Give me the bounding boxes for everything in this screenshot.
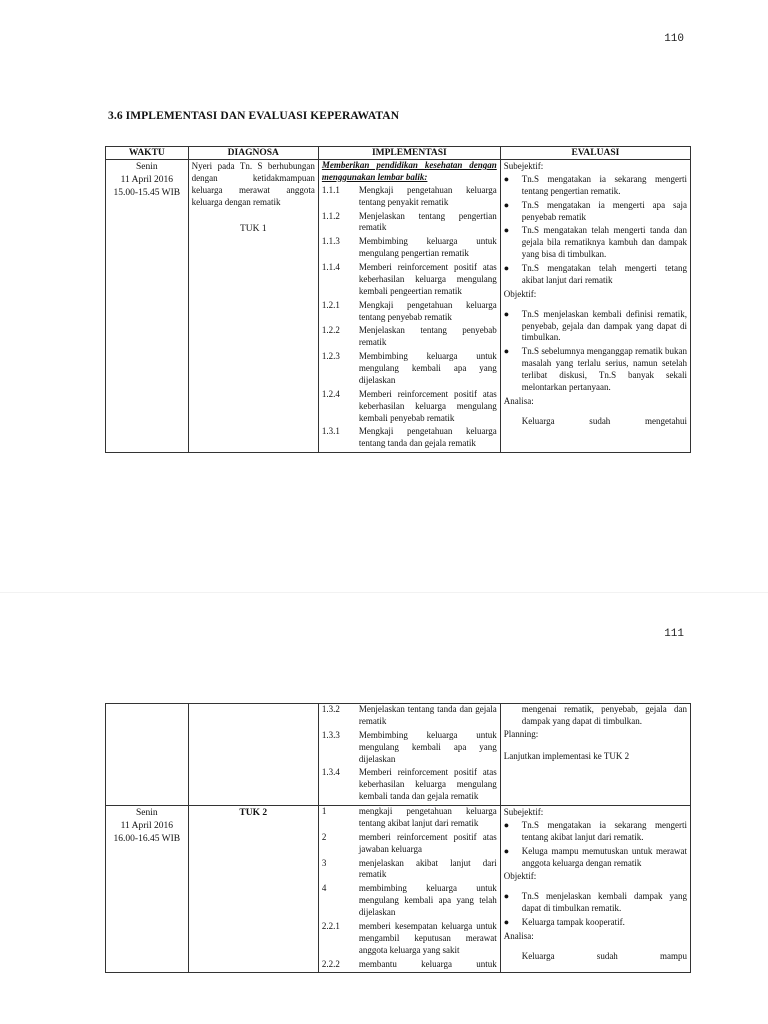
item-number: 2.2.1 xyxy=(321,920,340,931)
header-implementasi: IMPLEMENTASI xyxy=(318,147,500,160)
bullet-icon: ● xyxy=(503,225,510,236)
item-number: 1.3.3 xyxy=(321,729,340,740)
item-text: Mengkaji pengetahuan keluarga tentang penyebab rematik xyxy=(358,299,497,322)
list-item xyxy=(504,263,687,287)
list-item xyxy=(322,262,497,298)
item-number: 1.3.1 xyxy=(321,426,340,437)
analisa-label: Analisa: xyxy=(503,395,534,406)
item-text: Membimbing keluarga untuk mengulang pengertian rematik xyxy=(358,236,497,259)
item-text: Memberi reinforcement positif atas keberhasilan keluarga mengulang kembali tanda dan gejala rematik xyxy=(358,767,497,802)
item-number: 1.2.3 xyxy=(321,351,340,362)
item-text: Memberi reinforcement positif atas keberhasilan keluarga mengulang kembali penyebab rematik xyxy=(358,388,497,423)
list-item xyxy=(322,832,497,856)
list-item xyxy=(504,200,687,224)
list-item xyxy=(322,211,497,235)
item-text: Menjelaskan tentang penyebab rematik xyxy=(358,325,497,348)
header-diagnosa: DIAGNOSA xyxy=(188,147,318,160)
tuk-label: TUK 1 xyxy=(239,223,267,234)
page-111 xyxy=(0,592,768,1024)
item-number: 1.1.4 xyxy=(321,262,340,272)
bullet-icon: ● xyxy=(503,346,510,357)
item-number: 4 xyxy=(321,883,327,894)
list-item xyxy=(322,185,497,209)
waktu-time: 15.00-15.45 WIB xyxy=(113,187,181,198)
item-number: 3 xyxy=(321,857,327,868)
implementasi-cell xyxy=(318,704,500,806)
list-item xyxy=(322,858,497,882)
list-item xyxy=(322,959,497,971)
item-text: membantu keluarga untuk xyxy=(358,958,497,969)
subjektif-label: Subejektif: xyxy=(503,807,544,817)
header-evaluasi: EVALUASI xyxy=(500,147,690,160)
item-text: Tn.S mengatakan ia sekarang mengerti tentang akibat lanjut dari rematik. xyxy=(521,819,687,842)
item-text: Tn.S mengatakan ia sekarang mengerti tentang pengertian rematik. xyxy=(521,173,687,196)
bullet-icon: ● xyxy=(503,173,510,184)
item-number: 1.3.4 xyxy=(321,767,340,778)
list-item xyxy=(504,917,687,929)
item-text: Mengkaji pengetahuan keluarga tentang tanda dan gejala rematik xyxy=(358,426,497,449)
item-text: Keluarga tampak kooperatif. xyxy=(521,917,625,927)
objektif-label: Objektif: xyxy=(503,871,537,882)
waktu-time: 16.00-16.45 WIB xyxy=(113,833,181,844)
list-item xyxy=(322,767,497,803)
subjektif-label: Subejektif: xyxy=(503,161,544,171)
item-text: Membimbing keluarga untuk mengulang kembali apa yang dijelaskan xyxy=(358,729,497,764)
list-item xyxy=(504,820,687,844)
item-text: menjelaskan akibat lanjut dari rematik xyxy=(358,857,497,880)
item-text: Menjelaskan tentang pengertian rematik xyxy=(358,210,497,233)
item-number: 1.2.4 xyxy=(321,388,340,399)
bullet-icon: ● xyxy=(503,263,510,273)
item-text: Tn.S menjelaskan kembali definisi rematik, penyebab, gejala dan dampak yang dapat di timbulkan. xyxy=(521,308,687,343)
section-heading: 3.6 IMPLEMENTASI DAN EVALUASI KEPERAWATAN xyxy=(108,110,400,122)
bullet-icon: ● xyxy=(503,845,510,856)
list-item xyxy=(322,300,497,324)
diagnosa-cell xyxy=(188,160,318,453)
page-number: 110 xyxy=(664,33,684,45)
header-waktu: WAKTU xyxy=(106,147,189,160)
list-item xyxy=(504,346,687,394)
planning-text: Lanjutkan implementasi ke TUK 2 xyxy=(503,750,630,761)
diagnosa-text: Nyeri pada Tn. S berhubungan dengan ketidakmampuan keluarga merawat anggota keluarga dengan rematik xyxy=(191,161,315,207)
implementasi-cell xyxy=(318,160,500,453)
waktu-cell xyxy=(106,704,189,806)
item-number: 2 xyxy=(321,831,327,842)
implementasi-title: Memberikan pendidikan kesehatan dengan menggunakan lembar balik: xyxy=(321,160,497,182)
item-number: 2.2.2 xyxy=(321,958,340,969)
implementation-table xyxy=(105,146,691,453)
list-item xyxy=(322,921,497,957)
planning-label: Planning: xyxy=(503,728,539,739)
diagnosa-cell xyxy=(188,806,318,973)
evaluasi-cell xyxy=(500,160,690,453)
bullet-icon: ● xyxy=(503,917,510,927)
list-item xyxy=(504,225,687,261)
list-item xyxy=(322,389,497,425)
evaluasi-cell xyxy=(500,704,690,806)
item-text: Memberi reinforcement positif atas keberhasilan keluarga mengulang kembali pengeertian rematik xyxy=(358,262,497,296)
implementasi-cell xyxy=(318,806,500,973)
list-item xyxy=(504,846,687,870)
list-item xyxy=(322,325,497,349)
list-item xyxy=(322,426,497,450)
list-item xyxy=(322,236,497,260)
item-number: 1.1.1 xyxy=(321,184,340,195)
item-text: Tn.S sebelumnya menganggap rematik bukan masalah yang terlalu serius, namun setelah terlibat diskusi, Tn.S banyak sekali melontarkan pertanyaan. xyxy=(521,346,687,392)
page-number: 111 xyxy=(664,628,684,640)
item-text: membimbing keluarga untuk mengulang kembali apa yang telah dijelaskan xyxy=(358,883,497,917)
item-number: 1.1.2 xyxy=(321,210,340,221)
item-text: mengkaji pengetahuan keluarga tentang akibat lanjut dari rematik xyxy=(358,806,497,828)
implementation-table-continued xyxy=(105,703,691,973)
item-text: memberi reinforcement positif atas jawaban keluarga xyxy=(358,831,497,854)
list-item xyxy=(504,891,687,915)
item-text: Keluga mampu memutuskan untuk merawat anggota keluarga dengan rematik xyxy=(521,845,687,868)
item-number: 1.3.2 xyxy=(321,704,340,714)
table-row xyxy=(106,806,691,973)
list-item xyxy=(322,806,497,830)
analisa-label: Analisa: xyxy=(503,930,534,941)
analisa-text: Keluarga sudah mengetahui xyxy=(521,415,687,426)
list-item xyxy=(322,883,497,919)
table-header-row xyxy=(106,147,691,160)
item-number: 1.2.2 xyxy=(321,325,340,336)
item-text: Tn.S mengatakan telah mengerti tanda dan gejala bila rematiknya kambuh dan dampak yang bisa di timbulkan. xyxy=(521,225,687,260)
item-text: Tn.S menjelaskan kembali dampak yang dapat di timbulkan rematik. xyxy=(521,891,687,914)
item-text: Tn.S mengatakan telah mengerti tetang akibat lanjut dari rematik xyxy=(521,263,687,285)
item-number: 1.1.3 xyxy=(321,236,340,247)
waktu-cell xyxy=(106,806,189,973)
bullet-icon: ● xyxy=(503,199,510,210)
item-text: Membimbing keluarga untuk mengulang kembali apa yang dijelaskan xyxy=(358,351,497,385)
list-item xyxy=(322,351,497,387)
item-text: Menjelaskan tentang tanda dan gejala rematik xyxy=(358,704,497,726)
bullet-icon: ● xyxy=(503,891,510,902)
analisa-text: Keluarga sudah mampu xyxy=(521,950,687,961)
waktu-cell xyxy=(106,160,189,453)
bullet-icon: ● xyxy=(503,819,510,830)
waktu-day: Senin xyxy=(136,162,158,172)
objektif-label: Objektif: xyxy=(503,288,537,299)
analisa-continued-text: mengenai rematik, penyebab, gejala dan dampak yang dapat di timbulkan. xyxy=(521,704,687,726)
diagnosa-cell xyxy=(188,704,318,806)
list-item xyxy=(504,174,687,198)
waktu-date: 11 April 2016 xyxy=(120,820,174,831)
item-text: Tn.S mengatakan ia mengerti apa saja penyebab rematik xyxy=(521,199,687,222)
list-item xyxy=(504,309,687,345)
waktu-date: 11 April 2016 xyxy=(120,174,174,185)
table-row xyxy=(106,704,691,806)
bullet-icon: ● xyxy=(503,308,510,319)
item-text: memberi kesempatan keluarga untuk mengambil keputusan merawat anggota keluarga yang sakit xyxy=(358,920,497,955)
table-row xyxy=(106,160,691,453)
tuk-label: TUK 2 xyxy=(239,808,268,818)
item-text: Mengkaji pengetahuan keluarga tentang penyakit rematik xyxy=(358,184,497,207)
waktu-day: Senin xyxy=(136,808,158,818)
list-item xyxy=(322,730,497,766)
evaluasi-cell xyxy=(500,806,690,973)
item-number: 1.2.1 xyxy=(321,299,340,310)
list-item xyxy=(322,704,497,728)
item-number: 1 xyxy=(321,806,327,816)
